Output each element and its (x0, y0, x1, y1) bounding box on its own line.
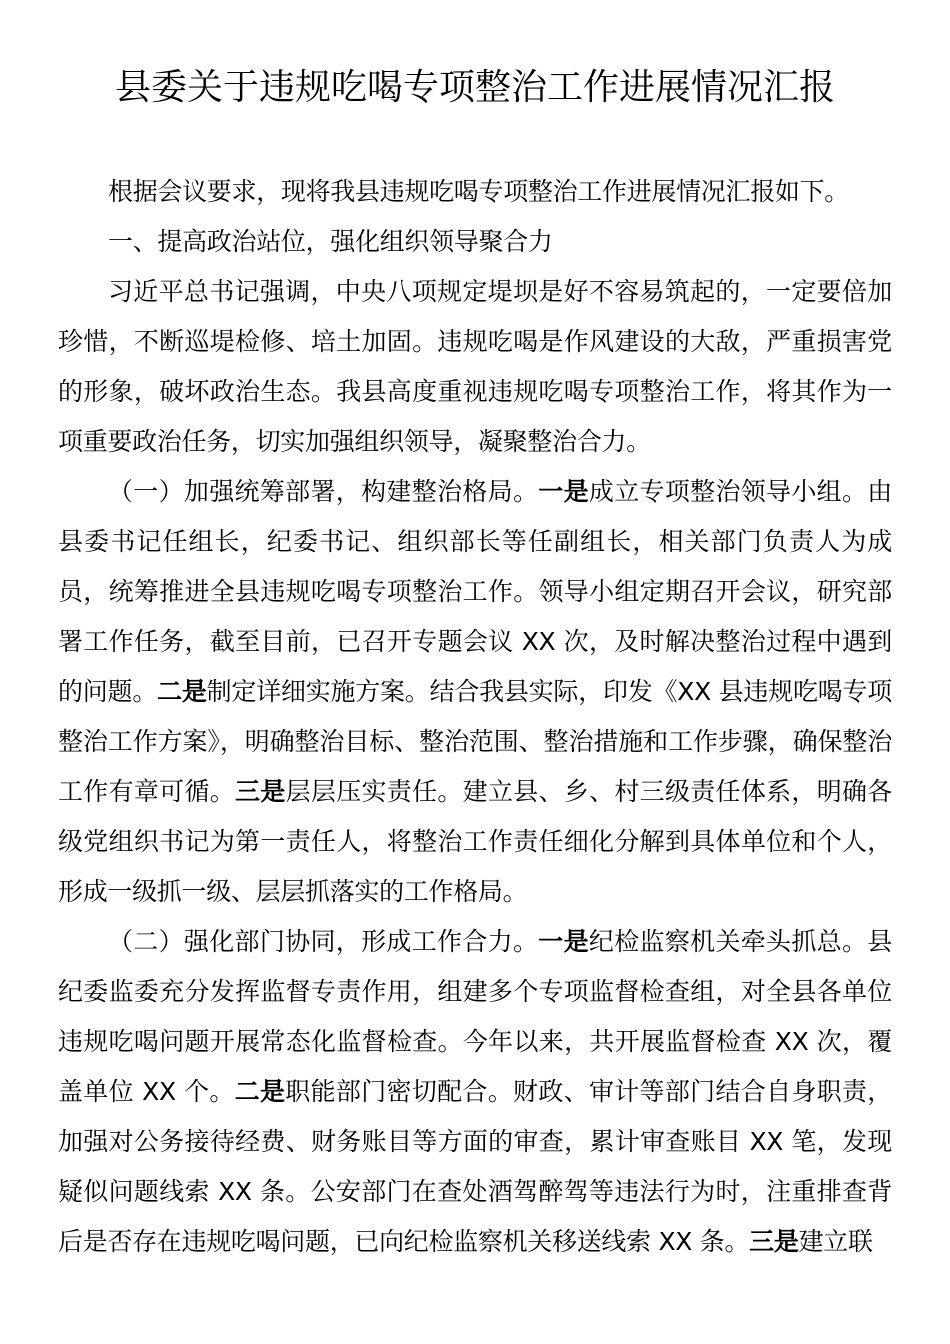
subsection-1-text-2: 制定详细实施方案。结合我县实际，印发《XX 县违规吃喝专项整治工作方案》，明确整治目标、整治范围、整治措施和工作步骤，确保整治工作有章可循。 (58, 677, 892, 806)
subsection-2-text-1: 纪检监察机关牵头抓总。县纪委监委充分发挥监督专责作用，组建多个专项监督检查组，对全县各单位违规吃喝问题开展常态化监督检查。今年以来，共开展监督检查 XX 次，覆盖单位 XX 个。 (58, 927, 892, 1106)
section-1-heading: 一、提高政治站位，强化组织领导聚合力 (108, 227, 553, 256)
document-title: 县委关于违规吃喝专项整治工作进展情况汇报 (114, 67, 835, 108)
subsection-1-keyword-3: 三是 (235, 777, 286, 806)
subsection-2-text-3: 建立联 (798, 1227, 873, 1256)
subsection-2-keyword-1: 一是 (538, 927, 589, 956)
subsection-2-keyword-2: 二是 (234, 1077, 286, 1106)
intro-paragraph: 根据会议要求，现将我县违规吃喝专项整治工作进展情况汇报如下。 (108, 177, 850, 206)
section-1-body: 习近平总书记强调，中央八项规定堤坝是好不容易筑起的，一定要倍加珍惜，不断巡堤检修、培土加固。违规吃喝是作风建设的大敌，严重损害党的形象，破坏政治生态。我县高度重视违规吃喝专项整治工作，将其作为一项重要政治任务，切实加强组织领导，凝聚整治合力。 (58, 277, 892, 456)
subsection-1-keyword-2: 二是 (157, 677, 207, 706)
subsection-1-text-3: 层层压实责任。建立县、乡、村三级责任体系，明确各级党组织书记为第一责任人，将整治工作责任细化分解到具体单位和个人，形成一级抓一级、层层抓落实的工作格局。 (58, 777, 892, 906)
subsection-2-lead: （二）强化部门协同，形成工作合力。 (108, 927, 539, 956)
subsection-2-paragraph (58, 917, 892, 1267)
subsection-2-keyword-3: 三是 (749, 1227, 799, 1256)
subsection-1-text-1: 成立专项整治领导小组。由县委书记任组长，纪委书记、组织部长等任副组长，相关部门负责人为成员，统筹推进全县违规吃喝专项整治工作。领导小组定期召开会议，研究部署工作任务，截至目前，已召开专题会议 XX 次，及时解决整治过程中遇到的问题。 (58, 477, 892, 706)
subsection-2-text-2: 职能部门密切配合。财政、审计等部门结合自身职责，加强对公务接待经费、财务账目等方面的审查，累计审查账目 XX 笔，发现疑似问题线索 XX 条。公安部门在查处酒驾醉驾等违法行为时，注重排查背后是否存在违规吃喝问题，已向纪检监察机关移送线索 XX 条。 (58, 1077, 892, 1256)
subsection-1-keyword-1: 一是 (538, 477, 589, 506)
document-page (58, 60, 892, 1267)
subsection-1-paragraph (58, 467, 892, 917)
subsection-1-lead: （一）加强统筹部署，构建整治格局。 (108, 477, 539, 506)
